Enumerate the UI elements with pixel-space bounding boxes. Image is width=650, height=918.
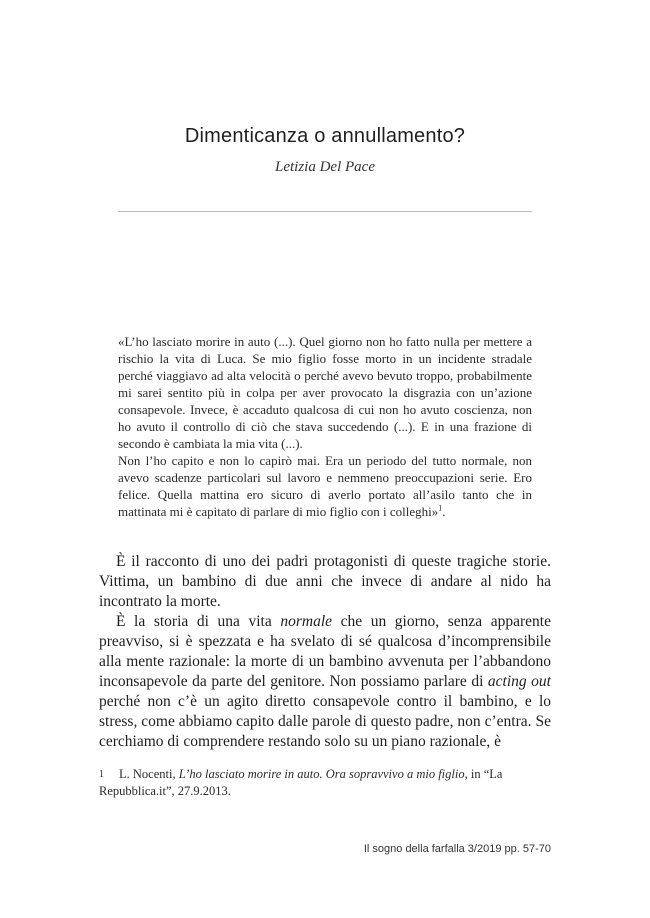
quote-paragraph-1: «L’ho lasciato morire in auto (...). Quel giorno non ho fatto nulla per mettere a rischio la vita di Luca. Se mio figlio fosse morto in un incidente stradale perché viaggiavo ad alta velocità o perché avevo bevuto troppo, probabilmente mi sarei sentito più in colpa per aver provocato la disgrazia con un’azione consapevole. Invece, è accaduto qualcosa di cui non ho avuto coscienza, non ho avuto il controllo di ciò che stava succedendo (...). E in una frazione di secondo è cambiata la mia vita (...).: [118, 334, 532, 451]
body-text: [99, 552, 551, 752]
opening-quote: [118, 333, 532, 520]
body-paragraph-1: È il racconto di uno dei padri protagonisti di queste tragiche storie. Vittima, un bambino di due anni che invece di andare al nido ha incontrato la morte.: [99, 553, 551, 610]
footnote: [99, 766, 551, 800]
title-divider: [118, 211, 532, 212]
quote-paragraph-2: Non l’ho capito e non lo capirò mai. Era un periodo del tutto normale, non avevo scadenze particolari sul lavoro e nemmeno preoccupazioni serie. Ero felice. Quella mattina ero sicuro di averlo portato all’asilo tanto che in mattinata mi è capitato di parlare di mio figlio con i colleghi»$^1$.: [118, 453, 532, 519]
footnote-reference[interactable]: 1: [438, 503, 443, 513]
footnote-text-a: L. Nocenti,: [119, 767, 179, 781]
footnote-number: 1: [99, 769, 104, 780]
quote-paragraph-2-text: Non l’ho capito e non lo capirò mai. Era un periodo del tutto normale, non avevo scadenze particolari sul lavoro e nemmeno preoccupazioni serie. Ero felice. Quella mattina ero sicuro di averlo portato all’asilo tanto che in mattinata mi è capitato di parlare di mio figlio con i colleghi»: [118, 453, 532, 519]
emphasis-normale: normale: [280, 613, 333, 630]
body-paragraph-2: [99, 612, 551, 752]
journal-footer: Il sogno della farfalla 3/2019 pp. 57-70: [363, 843, 551, 855]
article-author: Letizia Del Pace: [275, 159, 375, 175]
footnote-source-title: L’ho lasciato morire in auto. Ora sopravvivo a mio figlio: [178, 767, 465, 781]
footnote-text-b: , in “La Repubblica.it”, 27.9.2013.: [99, 767, 503, 798]
body-paragraph-2-part-c: perché non c’è un agito diretto consapevole contro il bambino, e lo stress, come abbiamo capito dalle parole di questo padre, non c’entra. Se cerchiamo di comprendere restando solo su un piano razionale, è: [99, 693, 551, 750]
emphasis-acting-out: acting out: [487, 673, 551, 690]
body-paragraph-2-part-b: che un giorno, senza apparente preavviso, si è spezzata e ha svelato di sé qualcosa d’incomprensibile alla mente razionale: la morte di un bambino avvenuta per l’abbandono inconsapevole da parte del genitore. Non possiamo parlare di: [99, 613, 551, 690]
body-paragraph-2-part-a: È la storia di una vita: [116, 613, 281, 630]
article-title: Dimenticanza o annullamento?: [184, 125, 466, 148]
